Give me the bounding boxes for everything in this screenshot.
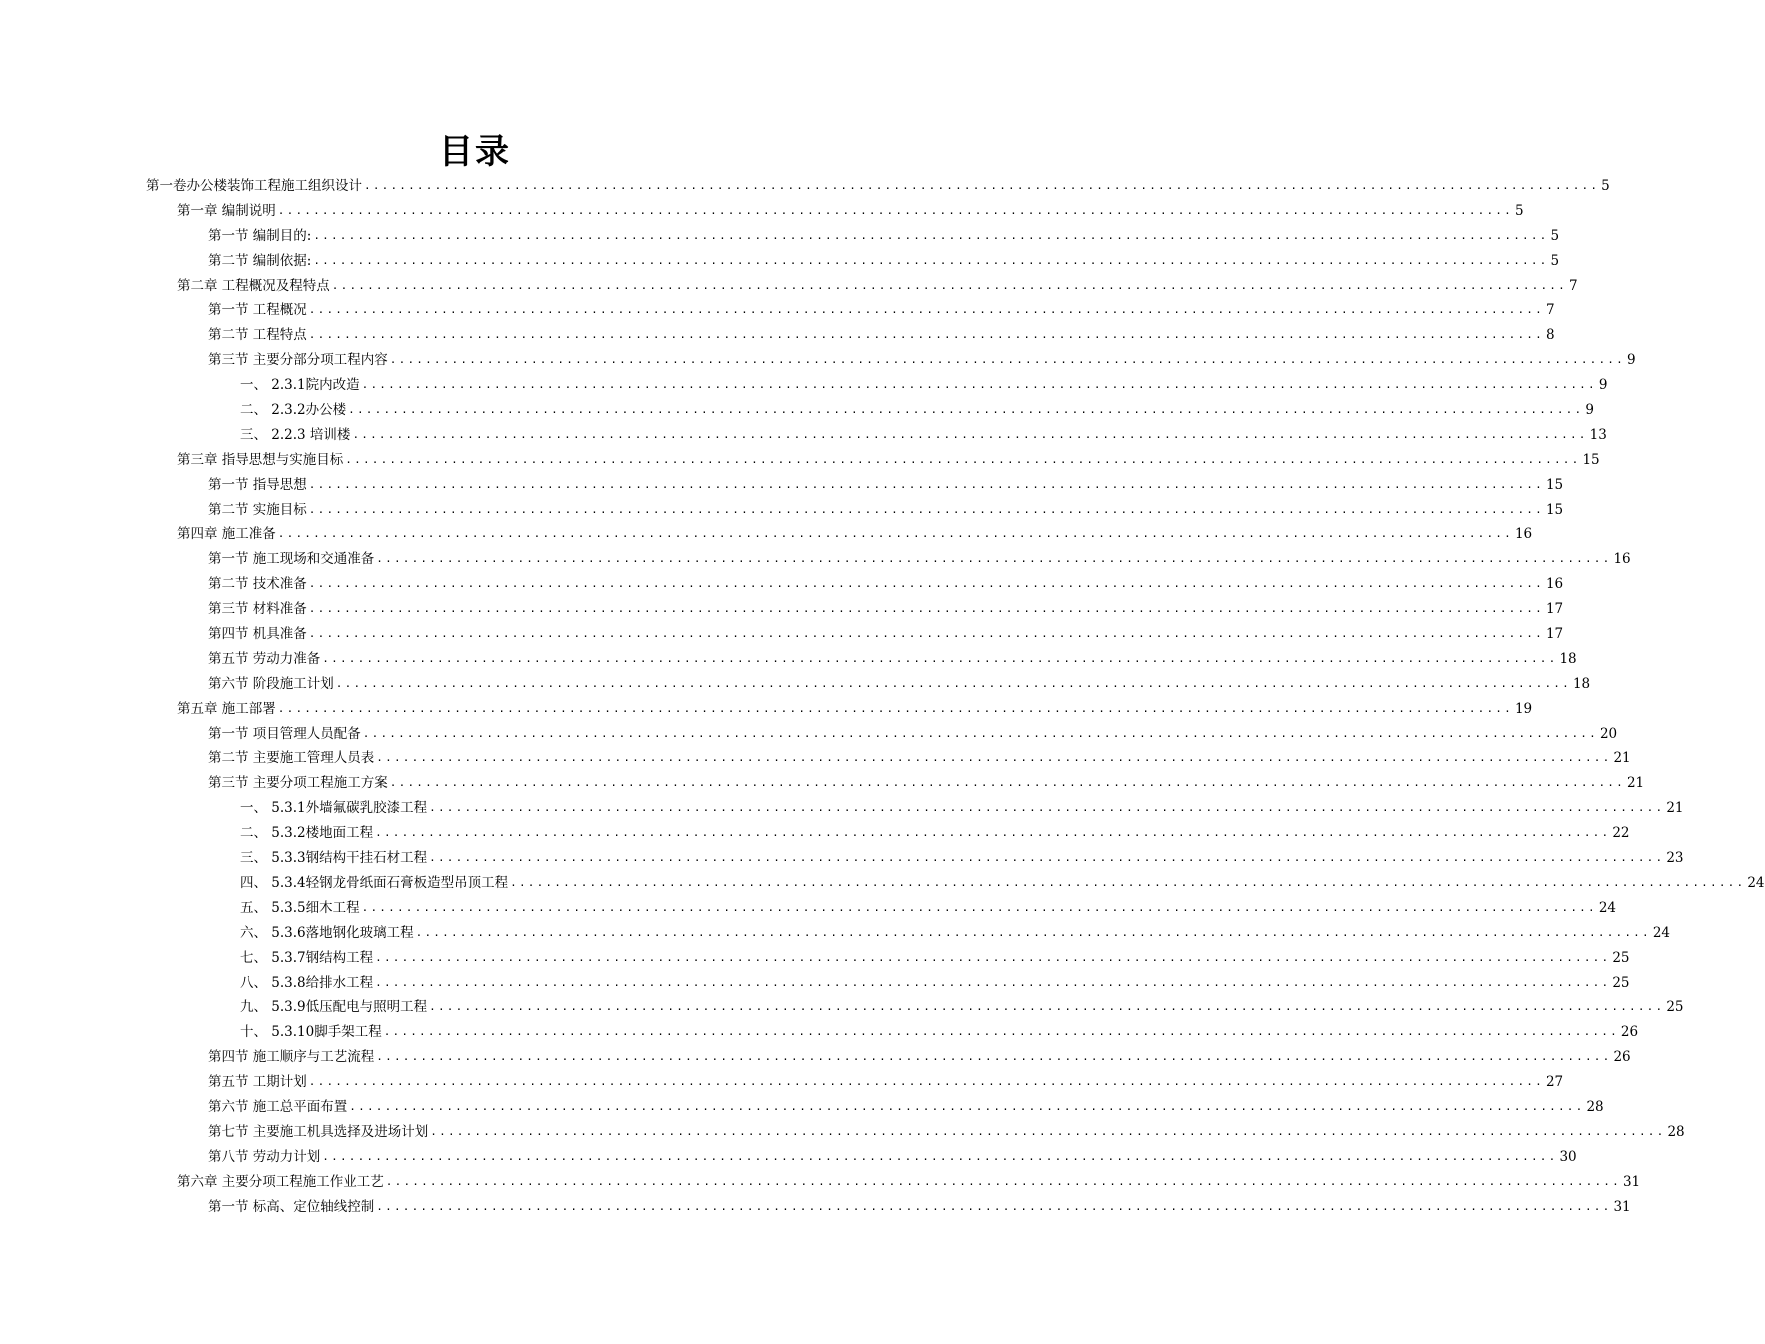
toc-dot-leader: ............................................................................................................................................: [376, 751, 1612, 765]
toc-dot-leader: ............................................................................................................................................: [313, 228, 1549, 242]
toc-entry-page-number: 9: [1626, 352, 1636, 369]
toc-dot-leader: ............................................................................................................................................: [376, 1050, 1612, 1064]
toc-entry[interactable]: [0, 1145, 1577, 1170]
toc-entry-text: 二、 5.3.2楼地面工程: [240, 825, 374, 842]
toc-entry[interactable]: [0, 1070, 1564, 1095]
toc-entry[interactable]: [0, 647, 1577, 672]
toc-entry-page-number: 16: [1514, 526, 1533, 543]
toc-entry-text: 第二节 工程特点: [208, 327, 307, 344]
toc-entry-page-number: 5: [1601, 178, 1610, 194]
toc-title: 目录: [439, 132, 511, 172]
toc-entry[interactable]: [0, 274, 1578, 299]
toc-entry-page-number: 5: [1514, 202, 1524, 219]
toc-entry[interactable]: [0, 746, 1631, 771]
toc-dot-leader: ............................................................................................................................................: [335, 676, 1571, 690]
toc-entry-page-number: 8: [1545, 327, 1555, 344]
toc-entry-text: 第四节 施工顺序与工艺流程: [208, 1049, 375, 1066]
toc-entry[interactable]: [0, 323, 1555, 348]
toc-dot-leader: ............................................................................................................................................: [345, 452, 1581, 466]
toc-entry[interactable]: [0, 498, 1564, 523]
toc-entry-text: 第一卷办公楼装饰工程施工组织设计: [146, 178, 362, 194]
toc-entry-text: 七、 5.3.7钢结构工程: [240, 949, 374, 966]
toc-entry-page-number: 26: [1620, 1024, 1639, 1041]
toc-entry-page-number: 24: [1598, 899, 1617, 916]
toc-entry-text: 第六节 施工总平面布置: [208, 1098, 348, 1115]
toc-entry-page-number: 25: [1612, 974, 1630, 991]
toc-entry-text: 第六章 主要分项工程施工作业工艺: [177, 1173, 384, 1190]
toc-dot-leader: ............................................................................................................................................: [348, 403, 1584, 417]
toc-entry-page-number: 31: [1613, 1198, 1631, 1215]
toc-dot-leader: ............................................................................................................................................: [361, 900, 1597, 914]
toc-entry-page-number: 5: [1550, 252, 1560, 269]
toc-entry-text: 第四章 施工准备: [177, 526, 276, 543]
toc-entry-page-number: 30: [1559, 1148, 1577, 1165]
toc-entry-page-number: 26: [1613, 1049, 1631, 1066]
toc-entry[interactable]: [0, 373, 1608, 398]
toc-dot-leader: ............................................................................................................................................: [308, 502, 1544, 516]
toc-entry[interactable]: [0, 174, 1610, 199]
toc-entry[interactable]: [0, 896, 1617, 921]
toc-entry[interactable]: [0, 871, 1765, 896]
toc-dot-leader: ............................................................................................................................................: [429, 801, 1665, 815]
toc-entry-text: 第一节 工程概况: [208, 302, 307, 319]
toc-entry[interactable]: [0, 921, 1671, 946]
toc-entry-text: 三、 5.3.3钢结构干挂石材工程: [240, 850, 428, 867]
toc-entry-text: 第五章 施工部署: [177, 700, 276, 717]
toc-dot-leader: ............................................................................................................................................: [362, 726, 1598, 740]
toc-dot-leader: ............................................................................................................................................: [375, 826, 1611, 840]
toc-entry-page-number: 7: [1545, 302, 1555, 319]
toc-entry-page-number: 25: [1612, 949, 1630, 966]
toc-entry[interactable]: [0, 423, 1607, 448]
toc-entry-text: 第一节 施工现场和交通准备: [208, 551, 375, 568]
toc-entry-page-number: 17: [1545, 626, 1564, 643]
toc-entry[interactable]: [0, 1045, 1631, 1070]
toc-entry-text: 第二节 主要施工管理人员表: [208, 750, 375, 767]
toc-entry[interactable]: [0, 946, 1630, 971]
toc-entry-page-number: 7: [1568, 277, 1578, 294]
toc-dot-leader: ............................................................................................................................................: [322, 651, 1558, 665]
toc-entry-text: 四、 5.3.4轻钢龙骨纸面石膏板造型吊顶工程: [240, 874, 509, 891]
toc-entry-text: 二、 2.3.2办公楼: [240, 402, 347, 419]
toc-entry[interactable]: [0, 224, 1560, 249]
toc-dot-leader: ............................................................................................................................................: [429, 851, 1665, 865]
toc-dot-leader: ............................................................................................................................................: [389, 353, 1625, 367]
toc-entry-page-number: 28: [1586, 1098, 1604, 1115]
toc-entry[interactable]: [0, 1170, 1641, 1195]
toc-entry-page-number: 15: [1582, 451, 1600, 468]
toc-entry-page-number: 24: [1652, 924, 1671, 941]
toc-entry[interactable]: [0, 672, 1591, 697]
toc-entry-page-number: 16: [1545, 576, 1564, 593]
toc-dot-leader: ............................................................................................................................................: [308, 577, 1544, 591]
toc-entry-text: 第二章 工程概况及程特点: [177, 277, 330, 294]
toc-entry[interactable]: [0, 995, 1684, 1020]
toc-entry-page-number: 15: [1545, 501, 1564, 518]
toc-entry[interactable]: [0, 522, 1533, 547]
toc-entry[interactable]: [0, 1195, 1631, 1220]
toc-entry-page-number: 18: [1559, 650, 1577, 667]
toc-entry-text: 第三节 主要分部分项工程内容: [208, 352, 388, 369]
toc-dot-leader: ............................................................................................................................................: [352, 427, 1588, 441]
toc-dot-leader: ............................................................................................................................................: [385, 1174, 1621, 1188]
toc-entry-page-number: 21: [1666, 800, 1684, 817]
toc-entry-page-number: 21: [1626, 775, 1645, 792]
toc-entry-page-number: 9: [1585, 402, 1594, 419]
toc-entry-text: 第四节 机具准备: [208, 626, 307, 643]
toc-entry-page-number: 27: [1545, 1074, 1564, 1091]
toc-entry-page-number: 21: [1613, 750, 1631, 767]
toc-entry-text: 第二节 编制依据:: [208, 252, 312, 269]
toc-entry-page-number: 22: [1612, 825, 1630, 842]
toc-dot-leader: ............................................................................................................................................: [375, 950, 1611, 964]
toc-entry-text: 三、 2.2.3 培训楼: [240, 426, 351, 443]
toc-entry-text: 第五节 劳动力准备: [208, 650, 321, 667]
toc-entry[interactable]: [0, 572, 1564, 597]
toc-entry-text: 第六节 阶段施工计划: [208, 675, 334, 692]
toc-entry-page-number: 9: [1598, 377, 1608, 394]
toc-dot-leader: ............................................................................................................................................: [313, 253, 1549, 267]
toc-dot-leader: ............................................................................................................................................: [361, 378, 1597, 392]
toc-dot-leader: ............................................................................................................................................: [375, 975, 1611, 989]
toc-entry-text: 第五节 工期计划: [208, 1074, 307, 1091]
toc-entry-text: 第三节 主要分项工程施工方案: [208, 775, 388, 792]
toc-entry-page-number: 23: [1666, 850, 1684, 867]
toc-entry-text: 第一节 项目管理人员配备: [208, 725, 361, 742]
toc-entry-text: 第一节 编制目的:: [208, 227, 312, 244]
toc-dot-leader: ............................................................................................................................................: [364, 179, 1600, 192]
toc-entry-page-number: 31: [1622, 1173, 1641, 1190]
toc-dot-leader: ............................................................................................................................................: [415, 925, 1651, 939]
toc-entry[interactable]: [0, 722, 1618, 747]
toc-dot-leader: ............................................................................................................................................: [376, 552, 1612, 566]
toc-dot-leader: ............................................................................................................................................: [308, 477, 1544, 491]
toc-entry-page-number: 13: [1589, 426, 1607, 443]
toc-entry-page-number: 5: [1550, 227, 1560, 244]
toc-entry-text: 第一节 标高、定位轴线控制: [208, 1198, 375, 1215]
toc-entry-text: 第三节 材料准备: [208, 601, 307, 618]
toc-dot-leader: ............................................................................................................................................: [308, 602, 1544, 616]
toc-entry-text: 第二节 技术准备: [208, 576, 307, 593]
toc-entry-text: 一、 5.3.1外墙氟碳乳胶漆工程: [240, 800, 428, 817]
toc-entry[interactable]: [0, 771, 1645, 796]
toc-entry[interactable]: [0, 1095, 1604, 1120]
toc-entry[interactable]: [0, 1120, 1685, 1145]
toc-entry[interactable]: [0, 199, 1524, 224]
toc-dot-leader: ............................................................................................................................................: [277, 527, 1513, 541]
toc-entry-text: 十、 5.3.10脚手架工程: [240, 1024, 382, 1041]
toc-entry[interactable]: [0, 697, 1533, 722]
toc-entry[interactable]: [0, 1020, 1639, 1045]
toc-entry[interactable]: [0, 348, 1636, 373]
toc-dot-leader: ............................................................................................................................................: [389, 776, 1625, 790]
toc-entry-page-number: 17: [1545, 601, 1564, 618]
toc-dot-leader: ............................................................................................................................................: [277, 203, 1513, 217]
toc-entry-page-number: 15: [1545, 476, 1564, 493]
toc-entry[interactable]: [0, 971, 1630, 996]
toc-entry[interactable]: [0, 398, 1594, 423]
toc-dot-leader: ............................................................................................................................................: [322, 1149, 1558, 1163]
toc-list: [0, 174, 1765, 1219]
toc-entry-page-number: 16: [1613, 551, 1631, 568]
toc-dot-leader: ............................................................................................................................................: [349, 1099, 1585, 1113]
toc-entry[interactable]: [0, 796, 1684, 821]
toc-entry-page-number: 18: [1572, 675, 1591, 692]
toc-dot-leader: ............................................................................................................................................: [308, 328, 1544, 342]
toc-entry-page-number: 20: [1599, 725, 1618, 742]
toc-entry-text: 八、 5.3.8给排水工程: [240, 974, 374, 991]
toc-entry[interactable]: [0, 846, 1684, 871]
toc-dot-leader: ............................................................................................................................................: [308, 303, 1544, 317]
toc-dot-leader: ............................................................................................................................................: [308, 627, 1544, 641]
toc-entry-text: 五、 5.3.5细木工程: [240, 899, 360, 916]
toc-dot-leader: ............................................................................................................................................: [429, 1000, 1665, 1014]
toc-entry-text: 第七节 主要施工机具选择及进场计划: [208, 1123, 429, 1140]
toc-dot-leader: ............................................................................................................................................: [430, 1124, 1666, 1138]
toc-dot-leader: ............................................................................................................................................: [331, 278, 1567, 292]
toc-entry[interactable]: [0, 448, 1600, 473]
toc-entry-text: 第八节 劳动力计划: [208, 1148, 321, 1165]
toc-entry-text: 第三章 指导思想与实施目标: [177, 451, 344, 468]
toc-entry-text: 第一章 编制说明: [177, 202, 276, 219]
toc-entry[interactable]: [0, 622, 1564, 647]
toc-entry-text: 第一节 指导思想: [208, 476, 307, 493]
toc-entry-page-number: 25: [1666, 999, 1684, 1016]
toc-entry[interactable]: [0, 547, 1631, 572]
toc-entry[interactable]: [0, 298, 1555, 323]
toc-entry[interactable]: [0, 249, 1560, 274]
toc-entry-text: 六、 5.3.6落地钢化玻璃工程: [240, 924, 414, 941]
toc-entry-text: 第二节 实施目标: [208, 501, 307, 518]
toc-entry-page-number: 19: [1514, 700, 1533, 717]
toc-entry-page-number: 28: [1667, 1123, 1685, 1140]
toc-entry-text: 九、 5.3.9低压配电与照明工程: [240, 999, 428, 1016]
toc-dot-leader: ............................................................................................................................................: [376, 1199, 1612, 1213]
toc-entry[interactable]: [0, 473, 1564, 498]
toc-dot-leader: ............................................................................................................................................: [308, 1075, 1544, 1089]
toc-entry[interactable]: [0, 821, 1630, 846]
toc-entry-text: 一、 2.3.1院内改造: [240, 377, 360, 394]
toc-dot-leader: ............................................................................................................................................: [383, 1025, 1619, 1039]
toc-dot-leader: ............................................................................................................................................: [510, 875, 1746, 889]
toc-entry[interactable]: [0, 597, 1564, 622]
toc-dot-leader: ............................................................................................................................................: [277, 701, 1513, 715]
toc-entry-page-number: 24: [1747, 874, 1765, 891]
